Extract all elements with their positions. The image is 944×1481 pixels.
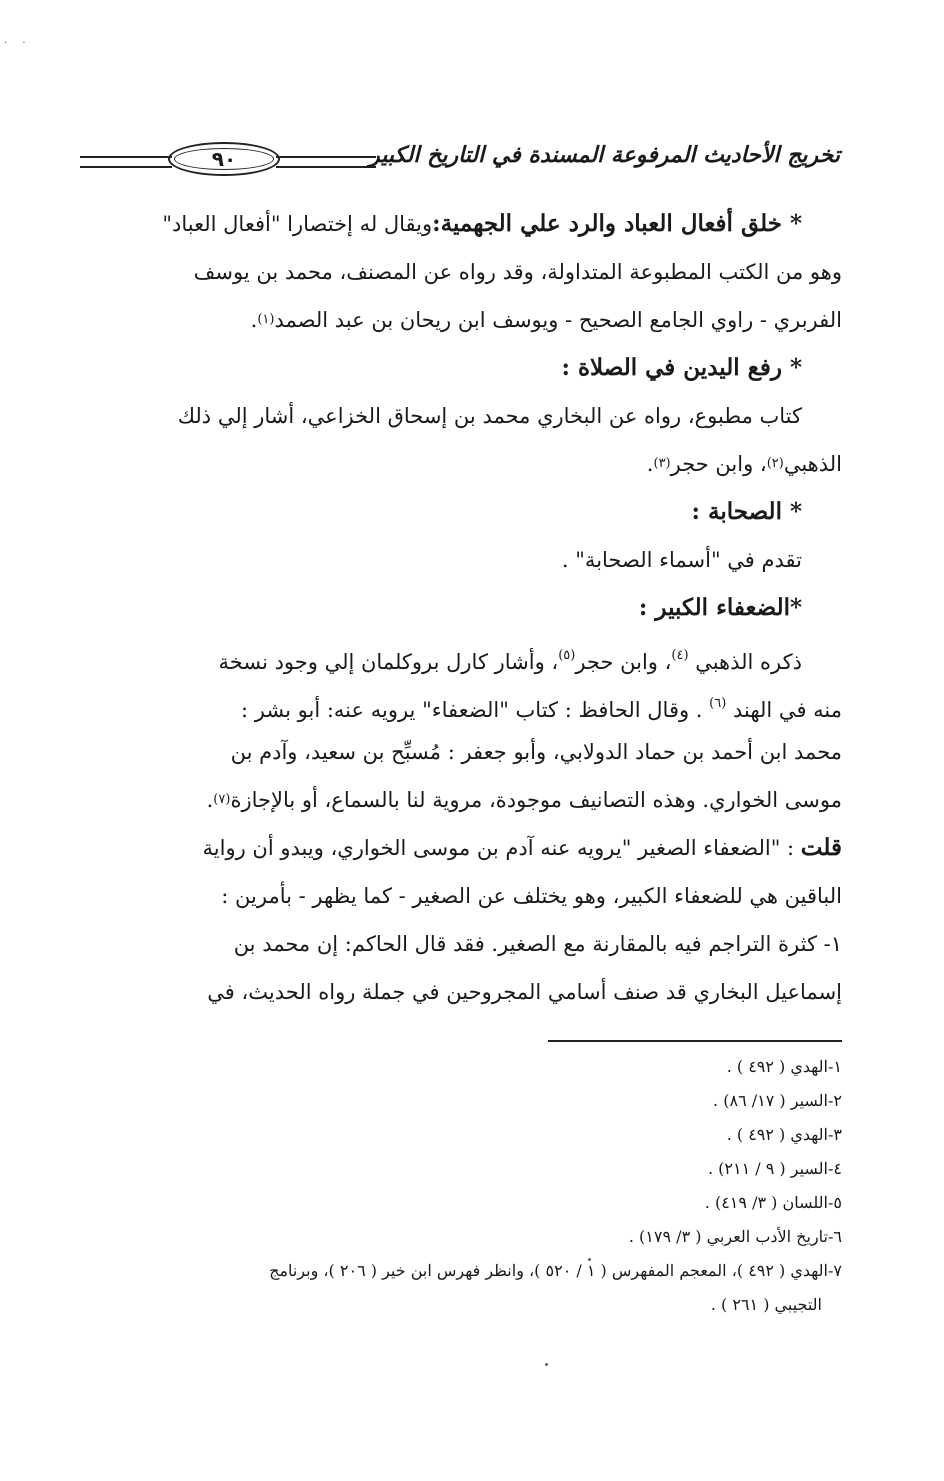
text-line [92, 920, 842, 968]
text-segment: وهو من الكتب المطبوعة المتداولة، وقد رواه عن المصنف، محمد بن يوسف [193, 260, 842, 284]
text-line [92, 392, 842, 440]
text-segment: . وقال الحافظ : كتاب "الضعفاء" يرويه عنه: أبو بشر : [241, 698, 710, 722]
text-line [92, 968, 842, 1016]
text-segment: : "الضعفاء الصغير "يرويه عنه آدم بن موسى الخواري، ويبدو أن رواية [202, 836, 801, 860]
footnote-ref[interactable]: (٧) [213, 792, 231, 807]
text-segment: تقدم في "أسماء الصحابة" . [561, 548, 802, 572]
text-segment: الباقين هي للضعفاء الكبير، وهو يختلف عن الصغير - كما يظهر - بأمرين : [221, 884, 842, 908]
footnote-ref[interactable]: (٤) [671, 648, 689, 663]
text-line [92, 776, 842, 824]
remark-label: قلت [800, 834, 842, 861]
text-segment: موسى الخواري. وهذه التصانيف موجودة، مروية لنا بالسماع، أو بالإجازة [230, 788, 842, 812]
scan-specks: · · [4, 38, 32, 49]
footnote-item: ٢-السير ( ١٧/ ٨٦) . [713, 1091, 842, 1110]
footnote-ref[interactable]: (٦) [709, 696, 727, 711]
footnote-item: ٦-تاريخ الأدب العربي ( ٣/ ١٧٩) . [628, 1227, 842, 1246]
footnotes [60, 1050, 842, 1322]
text-segment: الفربري - راوي الجامع الصحيح - ويوسف ابن ريحان بن عبد الصمد [274, 308, 842, 332]
text-segment: ذكره الذهبي [688, 650, 802, 674]
footnote-item: ١-الهدي ( ٤٩٢ ) . [726, 1057, 842, 1076]
footnote-ref[interactable]: (٥) [558, 648, 576, 663]
footnote-item: التجيبي ( ٢٦١ ) . [710, 1295, 822, 1314]
text-segment: محمد ابن أحمد بن حماد الدولابي، وأبو جعفر : مُسبِّح بن سعيد، وآدم بن [230, 740, 842, 764]
section-heading: * الصحابة : [691, 498, 802, 525]
text-line [92, 440, 842, 488]
text-segment: . [646, 452, 654, 476]
footnote-item: ٤-السير ( ٩ / ٢١١) . [707, 1159, 842, 1178]
text-segment: . [206, 788, 214, 812]
text-segment: إسماعيل البخاري قد صنف أسامي المجروحين في جملة رواه الحديث، في [207, 980, 842, 1004]
footnote-ref[interactable]: (١) [257, 312, 275, 327]
text-segment: كتاب مطبوع، رواه عن البخاري محمد بن إسحاق الخزاعي، أشار إلي ذلك [177, 404, 802, 428]
text-line [92, 296, 842, 344]
text-segment: ، وابن حجر [670, 452, 767, 476]
header-rule-left [80, 156, 172, 168]
footnote-item: ٣-الهدي ( ٤٩٢ ) . [726, 1125, 842, 1144]
page-number: ٩٠ [211, 147, 237, 171]
page-header [80, 140, 840, 186]
footnote-item: ٧-الهدي ( ٤٩٢ )، المعجم المفهرس ( ١ / ٥٢٠ )، وانظر فهرس ابن خير ( ٢٠٦ )، وبرنامج [269, 1261, 842, 1280]
text-line [92, 872, 842, 920]
text-line [92, 824, 842, 872]
footnote-item: ٥-اللسان ( ٣/ ٤١٩) . [704, 1193, 842, 1212]
scan-speck [545, 1363, 548, 1366]
section-heading: * رفع اليدين في الصلاة : [561, 354, 802, 381]
page-number-frame [168, 142, 280, 176]
text-line [92, 248, 842, 296]
text-line [92, 728, 842, 776]
section-heading: *الضعفاء الكبير : [638, 594, 802, 621]
scan-speck [588, 1258, 591, 1261]
text-line [92, 632, 842, 680]
section-heading: * خلق أفعال العباد والرد علي الجهمية: [432, 210, 802, 237]
footnote-ref[interactable]: (٣) [653, 456, 671, 471]
text-segment: الذهبي [783, 452, 842, 476]
footnote-ref[interactable]: (٢) [766, 456, 784, 471]
main-text [92, 200, 842, 1016]
text-segment: ، وابن حجر [575, 650, 672, 674]
text-line [92, 536, 842, 584]
header-rule-middle [276, 156, 376, 168]
text-line [92, 200, 842, 248]
text-segment: ، وأشار كارل بروكلمان إلي وجود نسخة [218, 650, 559, 674]
text-segment: ويقال له إختصارا "أفعال العباد" [162, 212, 433, 236]
text-line [92, 680, 842, 728]
text-segment: ١- كثرة التراجم فيه بالمقارنة مع الصغير. فقد قال الحاكم: إن محمد بن [233, 932, 842, 956]
footnote-separator [548, 1040, 842, 1042]
text-segment: منه في الهند [726, 698, 842, 722]
text-segment: . [250, 308, 258, 332]
running-title: تخريج الأحاديث المرفوعة المسندة في التاريخ الكبير [369, 142, 840, 168]
